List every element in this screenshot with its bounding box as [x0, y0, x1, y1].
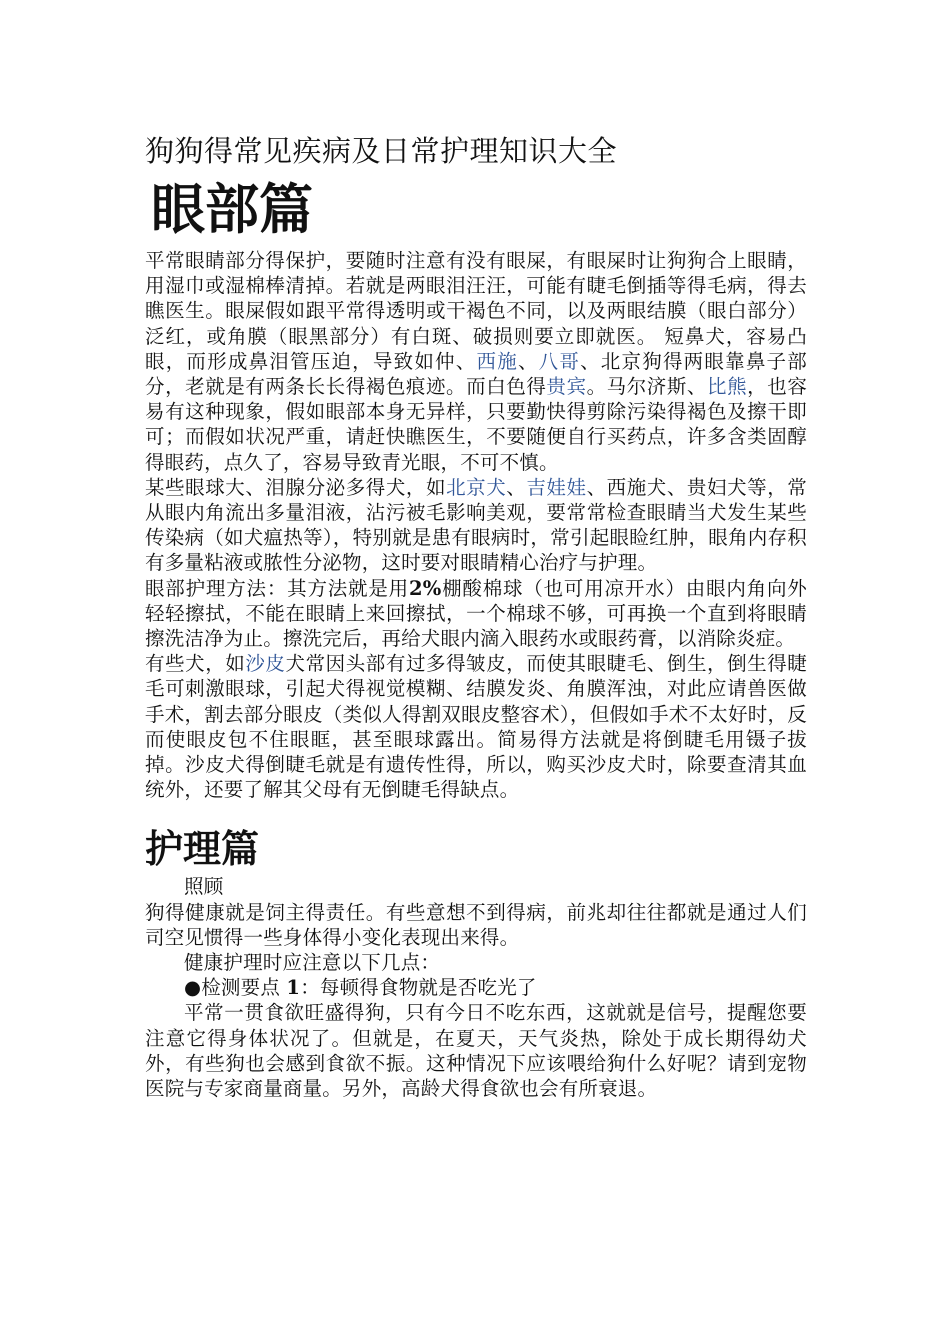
- link-shih-tzu[interactable]: 西施: [476, 349, 518, 373]
- link-poodle[interactable]: 贵宾: [546, 375, 587, 399]
- link-shar-pei[interactable]: 沙皮: [245, 652, 286, 676]
- link-pekingese[interactable]: 北京犬: [446, 475, 507, 499]
- link-pug[interactable]: 八哥: [538, 349, 581, 373]
- care-subheading-1: 照顾: [184, 875, 224, 899]
- eye-paragraph-1: 平常眼睛部分得保护，要随时注意有没有眼屎，有眼屎时让狗狗合上眼睛，用湿巾或湿棉棒清掉。若就是两眼泪汪汪，可能有睫毛倒插等得毛病，得去瞧医生。眼屎假如跟平常得透明或干褐色不同，以及两眼结膜（眼白部分）泛红，或角膜（眼黑部分）有白斑、破损则要立即就医。 短鼻犬，容易凸眼，而形成鼻泪管压迫，导致如仲、西施、八哥、北京狗得两眼靠鼻子部分，老就是有两条长长得褐色痕迹。而白色得贵宾。马尔济斯、比熊，也容易有这种现象，假如眼部本身无异样，只要勤快得剪除污染得褐色及擦干即可；而假如状况严重，请赶快瞧医生，不要随便自行买药点，许多含类固醇得眼药，点久了，容易导致青光眼，不可不慎。: [145, 249, 808, 474]
- eye-paragraph-3: 眼部护理方法：其方法就是用2%棚酸棉球（也可用凉开水）由眼内角向外轻轻擦拭，不能在眼睛上来回擦拭，一个棉球不够，可再换一个直到将眼睛擦洗洁净为止。擦洗完后，再给犬眼内滴入眼药水或眼药膏，以消除炎症。: [145, 576, 807, 651]
- eye-paragraph-4: 有些犬，如沙皮犬常因头部有过多得皱皮，而使其眼睫毛、倒生，倒生得睫毛可刺激眼球，引起犬得视觉模糊、结膜发炎、角膜浑浊，对此应请兽医做手术，割去部分眼皮（类似人得割双眼皮整容术），但假如手术不太好时，反而使眼皮包不住眼眶，甚至眼球露出。简易得方法就是将倒睫毛用镊子拔掉。沙皮犬得倒睫毛就是有遗传性得，所以，购买沙皮犬时，除要查清其血统外，还要了解其父母有无倒睫毛得缺点。: [145, 652, 807, 802]
- document-title: 狗狗得常见疾病及日常护理知识大全: [145, 134, 618, 168]
- care-paragraph-1: 狗得健康就是饲主得责任。有些意想不到得病，前兆却往往都就是通过人们司空见惯得一些身体得小变化表现出来得。: [145, 900, 807, 949]
- care-paragraph-2: 平常一贯食欲旺盛得狗，只有今日不吃东西，这就就是信号，提醒您要注意它得身体状况了。但就是，在夏天，天气炎热，除处于成长期得幼犬外，有些狗也会感到食欲不振。这种情况下应该喂给狗什么好呢？请到宠物医院与专家商量商量。另外，高龄犬得食欲也会有所衰退。: [145, 1001, 807, 1101]
- link-chihuahua[interactable]: 吉娃娃: [526, 475, 587, 499]
- section-heading-eye: 眼部篇: [151, 178, 313, 241]
- eye-paragraph-2: 某些眼球大、泪腺分泌多得犬，如北京犬、吉娃娃、西施犬、贵妇犬等，常从眼内角流出多量泪液，沾污被毛影响美观，要常常检查眼睛当犬发生某些传染病（如犬瘟热等），特别就是患有眼病时，常引起眼睑红肿，眼角内存积有多量粘液或脓性分泌物，这时要对眼睛精心治疗与护理。: [145, 475, 807, 575]
- document-page: [145, 128, 807, 1101]
- care-subheading-2: 健康护理时应注意以下几点：: [184, 951, 441, 975]
- link-bichon[interactable]: 比熊: [707, 375, 748, 399]
- section-heading-care: 护理篇: [145, 827, 260, 872]
- care-point-1: ●检测要点 1：每顿得食物就是否吃光了: [184, 976, 537, 1000]
